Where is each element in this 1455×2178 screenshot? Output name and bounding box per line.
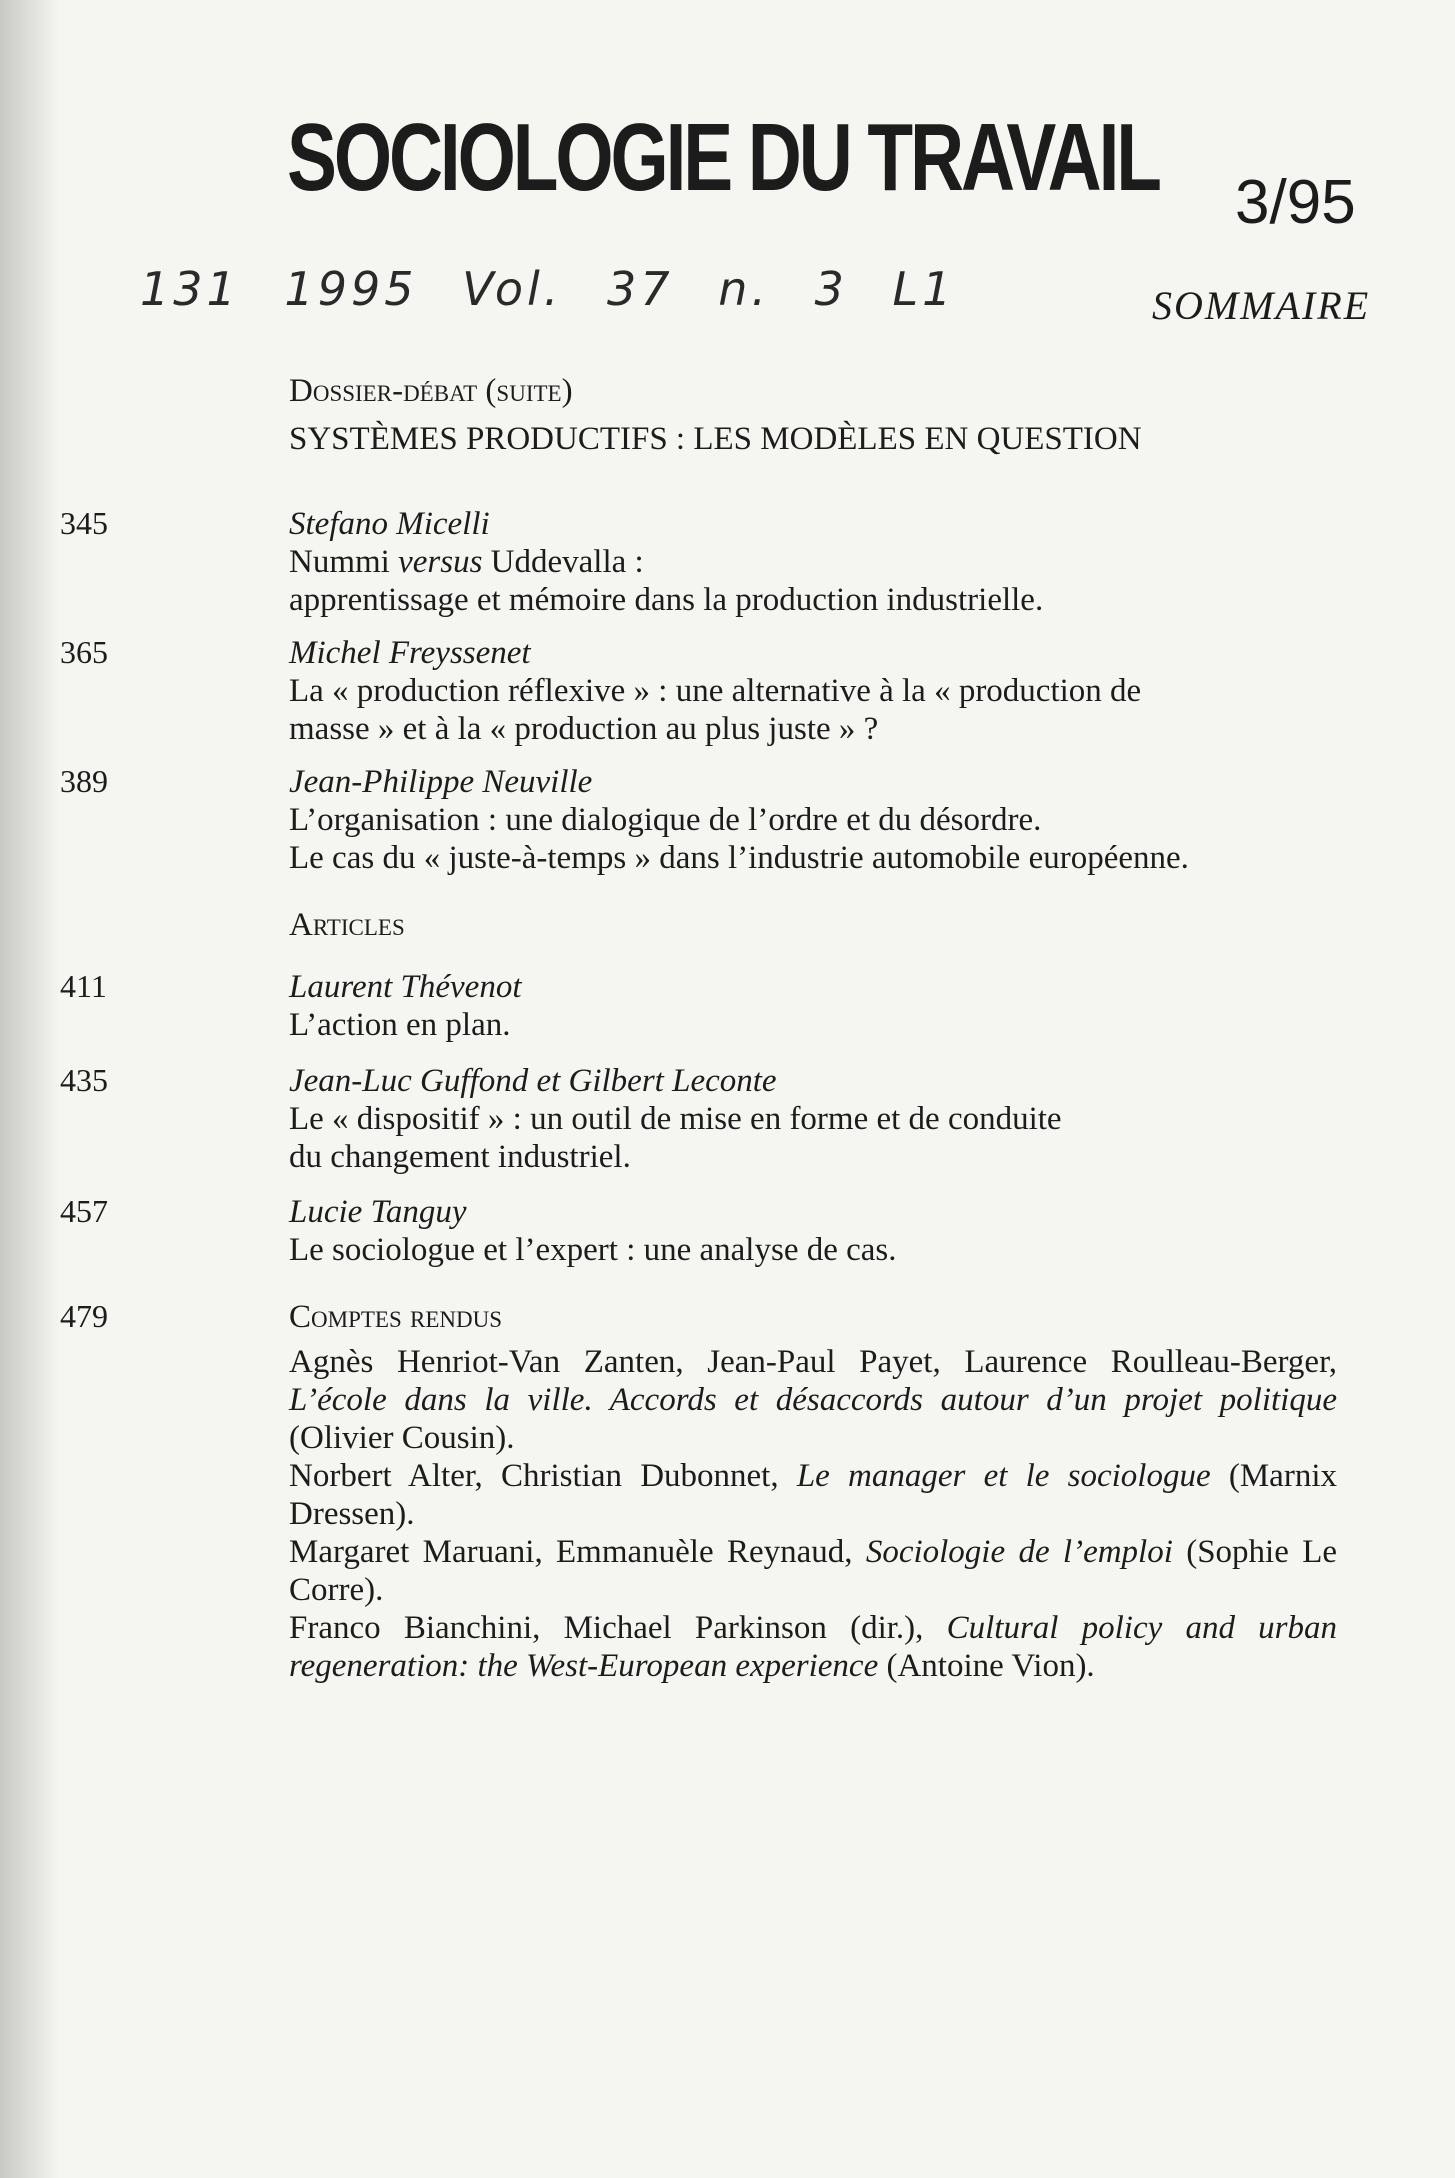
article-title-line: L’action en plan. [289, 1007, 511, 1043]
entry-title-line [289, 543, 644, 581]
entry-author: Jean-Philippe Neuville [289, 764, 593, 800]
review-reviewer: (Antoine Vion). [878, 1648, 1095, 1684]
page-number: 479 [60, 1298, 108, 1334]
entry-author: Michel Freyssenet [289, 635, 531, 671]
article-title-line: Le sociologue et l’expert : une analyse de cas. [289, 1232, 897, 1268]
article-author: Jean-Luc Guffond et Gilbert Leconte [289, 1063, 777, 1099]
review-reviewer: (Sophie Le Corre). [289, 1534, 1337, 1608]
handwritten-note: 131 1995 Vol. 37 n. 3 L1 [140, 262, 956, 316]
article-title-line: Le « dispositif » : un outil de mise en forme et de conduite [289, 1101, 1062, 1137]
page-number: 345 [60, 505, 108, 541]
page-edge-shadow [0, 0, 60, 2178]
entry-title-line: L’organisation : une dialogique de l’ordre et du désordre. [289, 802, 1042, 838]
review-book-title: Sociologie de l’emploi [865, 1534, 1173, 1570]
entry-title-line: apprentissage et mémoire dans la production industrielle. [289, 582, 1044, 618]
review-authors: Margaret Maruani, Emmanuèle Reynaud, [289, 1534, 866, 1570]
entry-title-part: Nummi [289, 544, 399, 580]
page-number: 435 [60, 1062, 108, 1098]
review-authors: Norbert Alter, Christian Dubonnet, [289, 1458, 797, 1494]
entry-title-line: Le cas du « juste-à-temps » dans l’industrie automobile européenne. [289, 840, 1189, 876]
review-entry [289, 1609, 1337, 1685]
entry-title-line: masse » et à la « production au plus juste » ? [289, 711, 879, 747]
dossier-label: Dossier-débat (suite) [289, 373, 573, 409]
journal-title: SOCIOLOGIE DU TRAVAIL [287, 104, 1159, 211]
entry-title-part: Uddevalla : [482, 544, 644, 580]
sommaire-heading: SOMMAIRE [1152, 283, 1371, 328]
entry-author: Stefano Micelli [289, 506, 490, 542]
article-author: Lucie Tanguy [289, 1194, 467, 1230]
page-number: 365 [60, 634, 108, 670]
article-author: Laurent Thévenot [289, 969, 522, 1005]
comptes-rendus-label: Comptes rendus [289, 1299, 503, 1335]
review-entry [289, 1457, 1337, 1533]
review-book-title: Cultural policy and urban regeneration: the West-European experience [289, 1610, 1337, 1684]
entry-title-line: La « production réflexive » : une alternative à la « production de [289, 673, 1142, 709]
article-title-line: du changement industriel. [289, 1139, 631, 1175]
review-authors: Franco Bianchini, Michael Parkinson (dir.), [289, 1610, 947, 1646]
review-authors: Agnès Henriot-Van Zanten, Jean-Paul Payet, Laurence Roulleau-Berger, [289, 1344, 1337, 1380]
review-book-title: L’école dans la ville. Accords et désaccords autour d’un projet politique [289, 1382, 1337, 1418]
dossier-title: SYSTÈMES PRODUCTIFS : LES MODÈLES EN QUESTION [289, 421, 1142, 457]
page-number: 457 [60, 1193, 108, 1229]
page-number: 389 [60, 763, 108, 799]
articles-label: Articles [289, 907, 405, 943]
issue-number: 3/95 [1235, 168, 1356, 237]
review-entry [289, 1343, 1337, 1457]
review-reviewer: (Marnix Dressen). [289, 1458, 1337, 1532]
review-reviewer: (Olivier Cousin). [289, 1420, 515, 1456]
review-book-title: Le manager et le sociologue [796, 1458, 1211, 1494]
entry-title-italic: versus [398, 544, 483, 580]
page-number: 411 [60, 968, 107, 1004]
review-entry [289, 1533, 1337, 1609]
